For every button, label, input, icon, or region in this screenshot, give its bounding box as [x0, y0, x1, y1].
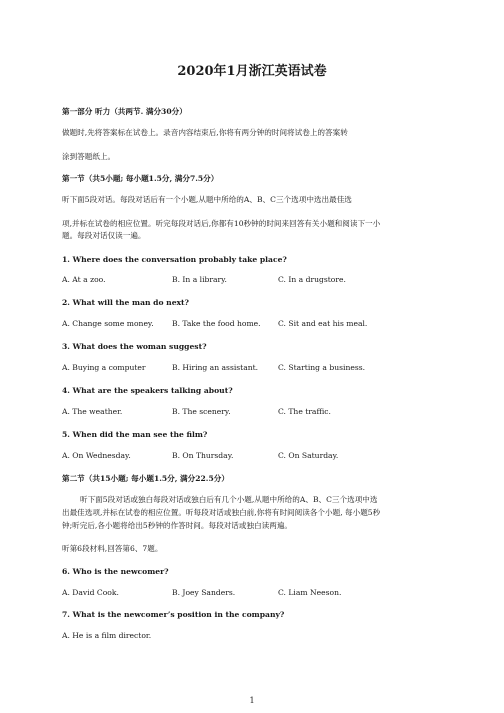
q1-option-a: A. At a zoo. — [62, 275, 106, 284]
material-intro: 听第6段材料,回答第6、7题。 — [62, 544, 163, 553]
q5-option-c: C. On Saturday. — [278, 451, 339, 460]
section2-instructions-line1: 听下面5段对话或独白每段对话或独白后有几个小题,从题中所给的A、B、C三个选项中选 — [80, 495, 378, 504]
q1-option-b: B. In a library. — [172, 275, 227, 284]
part1-instructions-line1: 做题时,先将答案标在试卷上。录音内容结束后,你将有两分钟的时间将试卷上的答案转 — [62, 128, 348, 137]
q3-option-c: C. Starting a business. — [278, 363, 366, 372]
part1-instructions-line2: 涂到答题纸上。 — [62, 152, 116, 161]
question-3: 3. What does the woman suggest? — [62, 342, 207, 351]
q3-option-a: A. Buying a computer — [62, 363, 146, 372]
question-7: 7. What is the newcomer’s position in the company? — [62, 610, 285, 619]
part1-heading: 第一部分 听力（共两节. 满分30分） — [62, 107, 187, 116]
q2-option-a: A. Change some money. — [62, 319, 154, 328]
question-6: 6. Who is the newcomer? — [62, 567, 169, 576]
section1-instructions-line3: 题。每段对话仅读一遍。 — [62, 231, 146, 240]
q3-option-b: B. Hiring an assistant. — [172, 363, 259, 372]
exam-title: 2020年1月浙江英语试卷 — [177, 64, 327, 79]
q7-option-a: A. He is a film director. — [62, 631, 152, 640]
q2-option-b: B. Take the food home. — [172, 319, 261, 328]
q1-option-c: C. In a drugstore. — [278, 275, 346, 284]
q6-option-c: C. Liam Neeson. — [278, 588, 342, 597]
question-1: 1. Where does the conversation probably take place? — [62, 255, 287, 264]
question-2: 2. What will the man do next? — [62, 298, 190, 307]
section2-heading: 第二节（共15小题; 每小题1.5分, 满分22.5分） — [62, 474, 229, 483]
q5-option-b: B. On Thursday. — [172, 451, 234, 460]
section1-heading: 第一节（共5小题; 每小题1.5分, 满分7.5分） — [62, 174, 219, 183]
q2-option-c: C. Sit and eat his meal. — [278, 319, 368, 328]
q4-option-b: B. The scenery. — [172, 407, 231, 416]
section2-instructions-line2: 出最佳选项,并标在试卷的相应位置。听每段对话或独白前,你将有时间阅读各个小题, 每小题5秒 — [62, 508, 381, 517]
page-number: 1 — [249, 696, 255, 705]
q5-option-a: A. On Wednesday. — [62, 451, 131, 460]
section1-instructions-line1: 听下面5段对话。每段对话后有一个小题,从题中所给的A、B、C三个选项中选出最佳选 — [62, 195, 352, 204]
question-5: 5. When did the man see the film? — [62, 430, 208, 439]
section2-instructions-line3: 钟;听完后,各小题将给出5秒钟的作答时间。每段对话或独白读两遍。 — [62, 521, 293, 530]
q6-option-a: A. David Cook. — [62, 588, 119, 597]
question-4: 4. What are the speakers talking about? — [62, 386, 233, 395]
q4-option-a: A. The weather. — [62, 407, 123, 416]
q4-option-c: C. The traffic. — [278, 407, 331, 416]
section1-instructions-line2: 项,并标在试卷的相应位置。听完每段对话后,你都有10秒钟的时间来回答有关小题和阅读下一小 — [62, 219, 381, 228]
q6-option-b: B. Joey Sanders. — [172, 588, 236, 597]
